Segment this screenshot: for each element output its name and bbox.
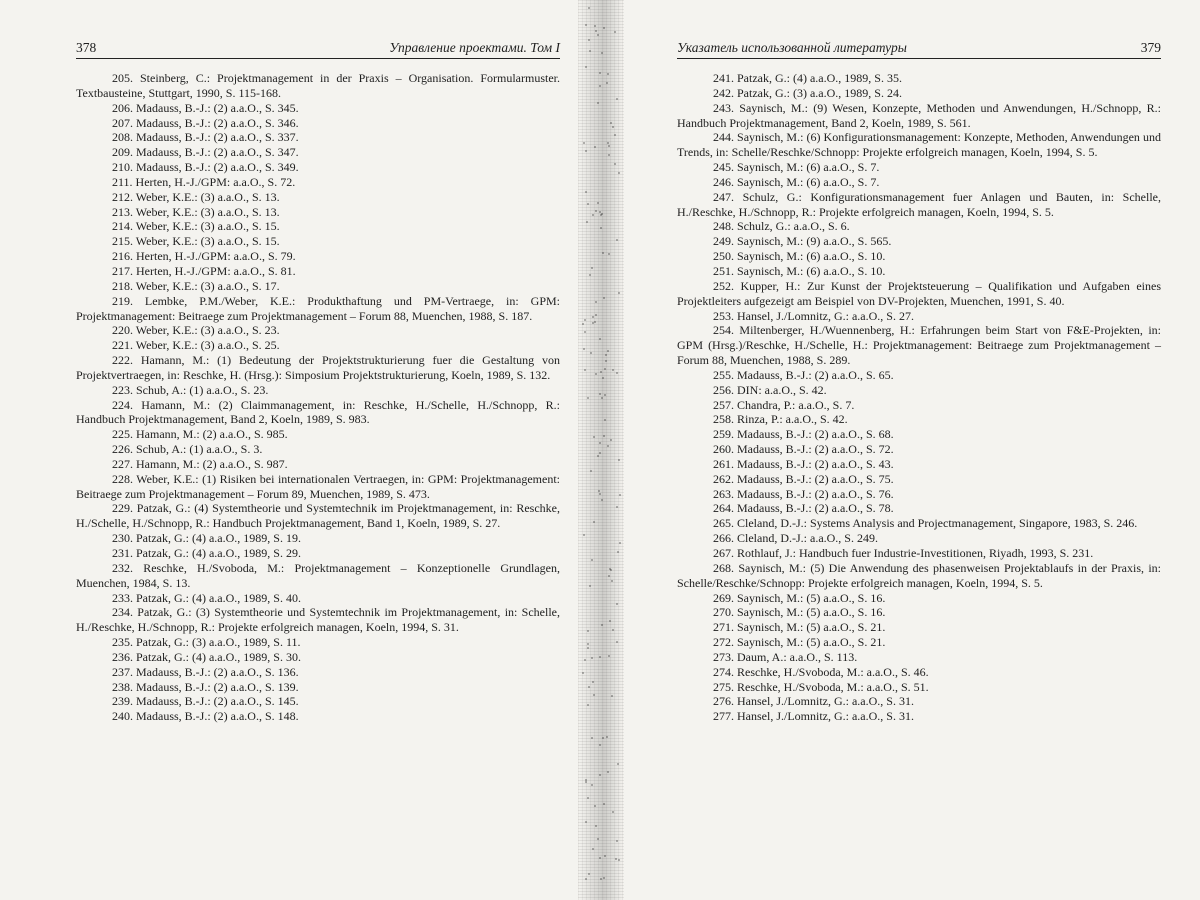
scan-speck xyxy=(594,805,596,807)
scan-speck xyxy=(616,506,618,508)
scan-speck xyxy=(607,142,609,144)
scan-speck xyxy=(583,142,585,144)
scan-speck xyxy=(601,624,603,626)
scan-speck xyxy=(618,292,620,294)
right-page-header xyxy=(677,38,1161,59)
reference-entry: 268. Saynisch, M.: (5) Die Anwendung des phasenweisen Projektablaufs in der Praxis, in: Schelle/Reschke/Schnopp: Projekte erfolgreich managen, Koeln, 1994, S. 5. xyxy=(677,560,1161,590)
reference-entry: 249. Saynisch, M.: (9) a.a.O., S. 565. xyxy=(713,234,892,249)
scan-speck xyxy=(599,393,601,395)
reference-entry: 277. Hansel, J./Lomnitz, G.: a.a.O., S. 31. xyxy=(713,709,914,724)
reference-entry: 219. Lembke, P.M./Weber, K.E.: Produkthaftung und PM-Vertraege, in: GPM: Projektmanagement: Beitraege zum Projektmanagement – Forum 88, Muenchen, 1988, S. 187. xyxy=(76,293,560,323)
scan-speck xyxy=(598,490,600,492)
reference-entry: 207. Madauss, B.-J.: (2) a.a.O., S. 346. xyxy=(112,115,299,130)
reference-entry: 229. Patzak, G.: (4) Systemtheorie und Systemtechnik im Projektmanagement, in: Reschke, H./Schelle, H./Schnopp, R.: Handbuch Projektmanagement, Band 1, Koeln, 1989, S. 27. xyxy=(76,501,560,531)
scan-speck xyxy=(616,641,618,643)
scan-speck xyxy=(608,145,610,147)
scan-speck xyxy=(585,878,587,880)
reference-entry: 237. Madauss, B.-J.: (2) a.a.O., S. 136. xyxy=(112,664,299,679)
scan-speck xyxy=(612,629,614,631)
scan-speck xyxy=(608,154,610,156)
scan-speck xyxy=(619,542,621,544)
scan-speck xyxy=(610,439,612,441)
reference-entry: 230. Patzak, G.: (4) a.a.O., 1989, S. 19. xyxy=(112,531,301,546)
reference-entry: 235. Patzak, G.: (3) a.a.O., 1989, S. 11. xyxy=(112,635,301,650)
left-page-number: 378 xyxy=(76,40,97,55)
scan-speck xyxy=(592,848,594,850)
scan-speck xyxy=(585,821,587,823)
reference-entry: 224. Hamann, M.: (2) Claimmanagement, in: Reschke, H./Schelle, H./Schnopp, R.: Handbuch Projektmanagement, Band 2, Koeln, 1989, S. 983. xyxy=(76,397,560,427)
scan-speck xyxy=(588,686,590,688)
scan-speck xyxy=(588,873,590,875)
scan-speck xyxy=(597,838,599,840)
reference-entry: 222. Hamann, M.: (1) Bedeutung der Projektstrukturierung fuer die Gestaltung von Projektvertraegen, in: Reschke, H. (Hrsg.): Simposium Projektstrukturierung, Koeln, 1989, S. 132. xyxy=(76,353,560,382)
scan-speck xyxy=(617,551,619,553)
reference-entry: 272. Saynisch, M.: (5) a.a.O., S. 21. xyxy=(713,635,886,650)
scan-speck xyxy=(608,655,610,657)
scan-speck xyxy=(612,126,614,128)
scan-speck xyxy=(604,394,606,396)
scan-speck xyxy=(599,744,601,746)
scan-speck xyxy=(595,314,597,316)
scan-speck xyxy=(595,373,597,375)
reference-entry: 242. Patzak, G.: (3) a.a.O., 1989, S. 24. xyxy=(713,85,902,100)
reference-entry: 275. Reschke, H./Svoboda, M.: a.a.O., S. 51. xyxy=(713,679,929,694)
scan-speck xyxy=(601,397,603,399)
reference-entry: 212. Weber, K.E.: (3) a.a.O., S. 13. xyxy=(112,189,280,204)
scan-speck xyxy=(599,452,601,454)
scan-speck xyxy=(599,493,601,495)
scan-speck xyxy=(584,659,586,661)
scan-speck xyxy=(599,211,601,213)
left-running-title: Управление проектами. Том I xyxy=(389,40,560,55)
scan-speck xyxy=(599,656,601,658)
reference-entry: 239. Madauss, B.-J.: (2) a.a.O., S. 145. xyxy=(112,694,299,709)
left-page xyxy=(76,38,560,724)
scan-speck xyxy=(593,521,595,523)
right-reference-list xyxy=(677,71,1161,724)
reference-entry: 221. Weber, K.E.: (3) a.a.O., S. 25. xyxy=(112,338,280,353)
scan-speck xyxy=(610,569,612,571)
scan-speck xyxy=(607,350,609,352)
scan-speck xyxy=(585,191,587,193)
right-running-title: Указатель использованной литературы xyxy=(677,40,907,55)
reference-entry: 234. Patzak, G.: (3) Systemtheorie und Systemtechnik im Projektmanagement, in: Schelle, H./Reschke, H./Schnopp, R.: Projekte erfolgreich managen, Koeln, 1994, S. 31. xyxy=(76,605,560,635)
scan-speck xyxy=(611,695,613,697)
scan-speck xyxy=(585,781,587,783)
reference-entry: 256. DIN: a.a.O., S. 42. xyxy=(713,382,827,397)
reference-entry: 271. Saynisch, M.: (5) a.a.O., S. 21. xyxy=(713,620,886,635)
scan-speck xyxy=(604,419,606,421)
reference-entry: 266. Cleland, D.-J.: a.a.O., S. 249. xyxy=(713,531,878,546)
reference-entry: 263. Madauss, B.-J.: (2) a.a.O., S. 76. xyxy=(713,486,894,501)
reference-entry: 258. Rinza, P.: a.a.O., S. 42. xyxy=(713,412,848,427)
scan-speck xyxy=(616,603,618,605)
scan-speck xyxy=(584,319,586,321)
reference-entry: 218. Weber, K.E.: (3) a.a.O., S. 17. xyxy=(112,278,280,293)
scan-speck xyxy=(604,368,606,370)
reference-entry: 213. Weber, K.E.: (3) a.a.O., S. 13. xyxy=(112,204,280,219)
scan-speck xyxy=(599,442,601,444)
scan-speck xyxy=(606,82,608,84)
reference-entry: 225. Hamann, M.: (2) a.a.O., S. 985. xyxy=(112,427,288,442)
scan-speck xyxy=(595,30,597,32)
scan-speck xyxy=(603,877,605,879)
scan-speck xyxy=(606,736,608,738)
scan-speck xyxy=(587,704,589,706)
reference-entry: 240. Madauss, B.-J.: (2) a.a.O., S. 148. xyxy=(112,709,299,724)
scan-speck xyxy=(616,98,618,100)
reference-entry: 273. Daum, A.: a.a.O., S. 113. xyxy=(713,649,858,664)
scan-speck xyxy=(589,585,591,587)
scan-speck xyxy=(609,620,611,622)
scan-speck xyxy=(595,210,597,212)
reference-entry: 247. Schulz, G.: Konfigurationsmanagement fuer Anlagen und Bauten, in: Schelle, H./Reschke, H./Schnopp, R.: Projekte erfolgreich managen, Koeln, 1994, S. 5. xyxy=(677,189,1161,219)
scan-speck xyxy=(587,797,589,799)
scan-speck xyxy=(607,73,609,75)
reference-entry: 244. Saynisch, M.: (6) Konfigurationsmanagement: Konzepte, Methoden, Anwendungen und Trends, in: Schelle/Reschke/Schnopp: Projekte erfolgreich managen, Koeln, 1994, S. 5. xyxy=(677,130,1161,160)
scan-speck xyxy=(603,435,605,437)
reference-entry: 209. Madauss, B.-J.: (2) a.a.O., S. 347. xyxy=(112,145,299,160)
reference-entry: 257. Chandra, P.: a.a.O., S. 7. xyxy=(713,397,855,412)
reference-entry: 260. Madauss, B.-J.: (2) a.a.O., S. 72. xyxy=(713,442,894,457)
scan-speck xyxy=(602,252,604,254)
scan-speck xyxy=(603,27,605,29)
scan-speck xyxy=(592,316,594,318)
scan-speck xyxy=(605,354,607,356)
scan-speck xyxy=(590,470,592,472)
reference-entry: 211. Herten, H.-J./GPM: a.a.O., S. 72. xyxy=(112,174,296,189)
scan-speck xyxy=(608,253,610,255)
reference-entry: 216. Herten, H.-J./GPM: a.a.O., S. 79. xyxy=(112,249,296,264)
scan-speck xyxy=(586,221,588,223)
reference-entry: 227. Hamann, M.: (2) a.a.O., S. 987. xyxy=(112,456,288,471)
scan-speck xyxy=(587,647,589,649)
reference-entry: 259. Madauss, B.-J.: (2) a.a.O., S. 68. xyxy=(713,427,894,442)
scan-speck xyxy=(591,784,593,786)
scan-speck xyxy=(603,297,605,299)
reference-entry: 238. Madauss, B.-J.: (2) a.a.O., S. 139. xyxy=(112,679,299,694)
scan-speck xyxy=(614,31,616,33)
reference-entry: 254. Miltenberger, H./Wuennenberg, H.: Erfahrungen beim Start von F&E-Projekten, in: GPM (Hrsg.)/Reschke, H./Schelle, H.: Projektmanagement: Beitraege zum Projektmanagement – Forum 88, Muenchen, 1988, S. 289. xyxy=(677,323,1161,368)
scan-speck xyxy=(589,274,591,276)
scan-speck xyxy=(607,445,609,447)
scan-speck xyxy=(594,146,596,148)
scan-speck xyxy=(605,360,607,362)
scan-speck xyxy=(608,575,610,577)
reference-entry: 231. Patzak, G.: (4) a.a.O., 1989, S. 29. xyxy=(112,546,301,560)
scan-speck xyxy=(601,52,603,54)
scan-speck xyxy=(599,338,601,340)
reference-entry: 245. Saynisch, M.: (6) a.a.O., S. 7. xyxy=(713,160,880,175)
scan-speck xyxy=(607,771,609,773)
scan-speck xyxy=(600,227,602,229)
reference-entry: 261. Madauss, B.-J.: (2) a.a.O., S. 43. xyxy=(713,456,894,471)
reference-entry: 262. Madauss, B.-J.: (2) a.a.O., S. 75. xyxy=(713,471,894,486)
left-page-header xyxy=(76,38,560,59)
reference-entry: 269. Saynisch, M.: (5) a.a.O., S. 16. xyxy=(713,590,886,605)
scan-speck xyxy=(618,172,620,174)
scan-speck xyxy=(591,737,593,739)
scan-speck xyxy=(603,803,605,805)
reference-entry: 276. Hansel, J./Lomnitz, G.: a.a.O., S. 31. xyxy=(713,694,914,709)
scan-speck xyxy=(597,34,599,36)
scan-speck xyxy=(582,323,584,325)
scan-speck xyxy=(585,24,587,26)
right-page-number: 379 xyxy=(1140,40,1161,55)
scan-speck xyxy=(615,858,617,860)
scan-speck xyxy=(585,150,587,152)
reference-entry: 267. Rothlauf, J.: Handbuch fuer Industrie-Investitionen, Riyadh, 1993, S. 231. xyxy=(713,546,1094,560)
reference-entry: 255. Madauss, B.-J.: (2) a.a.O., S. 65. xyxy=(713,367,894,382)
scan-speck xyxy=(593,694,595,696)
scan-speck xyxy=(592,681,594,683)
scan-speck xyxy=(597,102,599,104)
scan-speck xyxy=(589,50,591,52)
scan-speck xyxy=(614,163,616,165)
scan-speck xyxy=(584,369,586,371)
reference-entry: 215. Weber, K.E.: (3) a.a.O., S. 15. xyxy=(112,234,280,249)
scan-speck xyxy=(602,737,604,739)
scan-speck xyxy=(599,774,601,776)
reference-entry: 220. Weber, K.E.: (3) a.a.O., S. 23. xyxy=(112,323,280,338)
scan-speck xyxy=(600,214,602,216)
scan-speck xyxy=(587,397,589,399)
scan-speck xyxy=(592,322,594,324)
scan-speck xyxy=(600,371,602,373)
reference-entry: 246. Saynisch, M.: (6) a.a.O., S. 7. xyxy=(713,174,880,189)
scan-speck xyxy=(612,811,614,813)
scan-speck xyxy=(590,352,592,354)
scan-speck xyxy=(616,372,618,374)
book-gutter xyxy=(578,0,624,900)
scan-speck xyxy=(617,763,619,765)
scan-speck xyxy=(600,878,602,880)
scan-speck xyxy=(612,369,614,371)
scan-speck xyxy=(601,499,603,501)
scan-speck xyxy=(587,643,589,645)
reference-entry: 270. Saynisch, M.: (5) a.a.O., S. 16. xyxy=(713,605,886,620)
scan-speck xyxy=(585,66,587,68)
scan-speck xyxy=(591,657,593,659)
reference-entry: 252. Kupper, H.: Zur Kunst der Projektsteuerung – Qualifikation und Aufgaben eines Projektleiters aufgezeigt am Beispiel von DV-Projekten, Muenchen, 1991, S. 40. xyxy=(677,278,1161,308)
scan-speck xyxy=(584,331,586,333)
scan-speck xyxy=(614,134,616,136)
reference-entry: 241. Patzak, G.: (4) a.a.O., 1989, S. 35. xyxy=(713,71,902,85)
reference-entry: 250. Saynisch, M.: (6) a.a.O., S. 10. xyxy=(713,249,886,264)
scan-speck xyxy=(587,630,589,632)
scan-speck xyxy=(594,25,596,27)
scan-speck xyxy=(599,85,601,87)
scan-speck xyxy=(616,239,618,241)
scan-speck xyxy=(582,672,584,674)
reference-entry: 217. Herten, H.-J./GPM: a.a.O., S. 81. xyxy=(112,263,296,278)
scan-speck xyxy=(595,825,597,827)
reference-entry: 205. Steinberg, C.: Projektmanagement in der Praxis – Organisation. Formularmuster. Textbausteine, Stuttgart, 1990, S. 115-168. xyxy=(76,71,560,100)
reference-entry: 232. Reschke, H./Svoboda, M.: Projektmanagement – Konzeptionelle Grundlagen, Muenchen, 1984, S. 13. xyxy=(76,560,560,590)
scan-speck xyxy=(587,203,589,205)
reference-entry: 233. Patzak, G.: (4) a.a.O., 1989, S. 40. xyxy=(112,590,301,605)
left-reference-list xyxy=(76,71,560,724)
scan-speck xyxy=(593,436,595,438)
reference-entry: 223. Schub, A.: (1) a.a.O., S. 23. xyxy=(112,382,269,397)
reference-entry: 228. Weber, K.E.: (1) Risiken bei internationalen Vertraegen, in: GPM: Projektmanagement: Beitraege zum Projektmanagement – Forum 89, Muenchen, 1989, S. 473. xyxy=(76,471,560,501)
scan-speck xyxy=(595,301,597,303)
scan-speck xyxy=(618,459,620,461)
reference-entry: 206. Madauss, B.-J.: (2) a.a.O., S. 345. xyxy=(112,100,299,115)
scan-speck xyxy=(588,39,590,41)
reference-entry: 253. Hansel, J./Lomnitz, G.: a.a.O., S. 27. xyxy=(713,308,914,323)
reference-entry: 208. Madauss, B.-J.: (2) a.a.O., S. 337. xyxy=(112,130,299,145)
scan-speck xyxy=(594,321,596,323)
scan-speck xyxy=(588,7,590,9)
reference-entry: 236. Patzak, G.: (4) a.a.O., 1989, S. 30. xyxy=(112,649,301,664)
scan-speck xyxy=(618,859,620,861)
reference-entry: 265. Cleland, D.-J.: Systems Analysis and Projectmanagement, Singapore, 1983, S. 246. xyxy=(713,516,1138,531)
reference-entry: 274. Reschke, H./Svoboda, M.: a.a.O., S. 46. xyxy=(713,664,929,679)
reference-entry: 243. Saynisch, M.: (9) Wesen, Konzepte, Methoden und Anwendungen, H./Schnopp, R.: Handbuch Projektmanagement, Band 2, Koeln, 1989, S. 561. xyxy=(677,100,1161,130)
reference-entry: 264. Madauss, B.-J.: (2) a.a.O., S. 78. xyxy=(713,501,894,516)
scan-speck xyxy=(599,72,601,74)
scan-speck xyxy=(602,377,604,379)
scan-speck xyxy=(599,857,601,859)
scan-speck xyxy=(619,494,621,496)
scan-speck xyxy=(616,840,618,842)
scan-speck xyxy=(591,267,593,269)
scan-speck xyxy=(604,855,606,857)
scan-speck xyxy=(583,348,585,350)
reference-entry: 251. Saynisch, M.: (6) a.a.O., S. 10. xyxy=(713,263,886,278)
reference-entry: 248. Schulz, G.: a.a.O., S. 6. xyxy=(713,219,850,234)
scan-speck xyxy=(610,122,612,124)
scan-speck xyxy=(583,534,585,536)
scan-speck xyxy=(592,214,594,216)
reference-entry: 226. Schub, A.: (1) a.a.O., S. 3. xyxy=(112,442,263,457)
scan-speck xyxy=(597,202,599,204)
reference-entry: 214. Weber, K.E.: (3) a.a.O., S. 15. xyxy=(112,219,280,234)
scan-speck xyxy=(591,559,593,561)
scan-speck xyxy=(611,580,613,582)
reference-entry: 210. Madauss, B.-J.: (2) a.a.O., S. 349. xyxy=(112,160,299,175)
scan-speck xyxy=(597,455,599,457)
right-page xyxy=(677,38,1161,724)
